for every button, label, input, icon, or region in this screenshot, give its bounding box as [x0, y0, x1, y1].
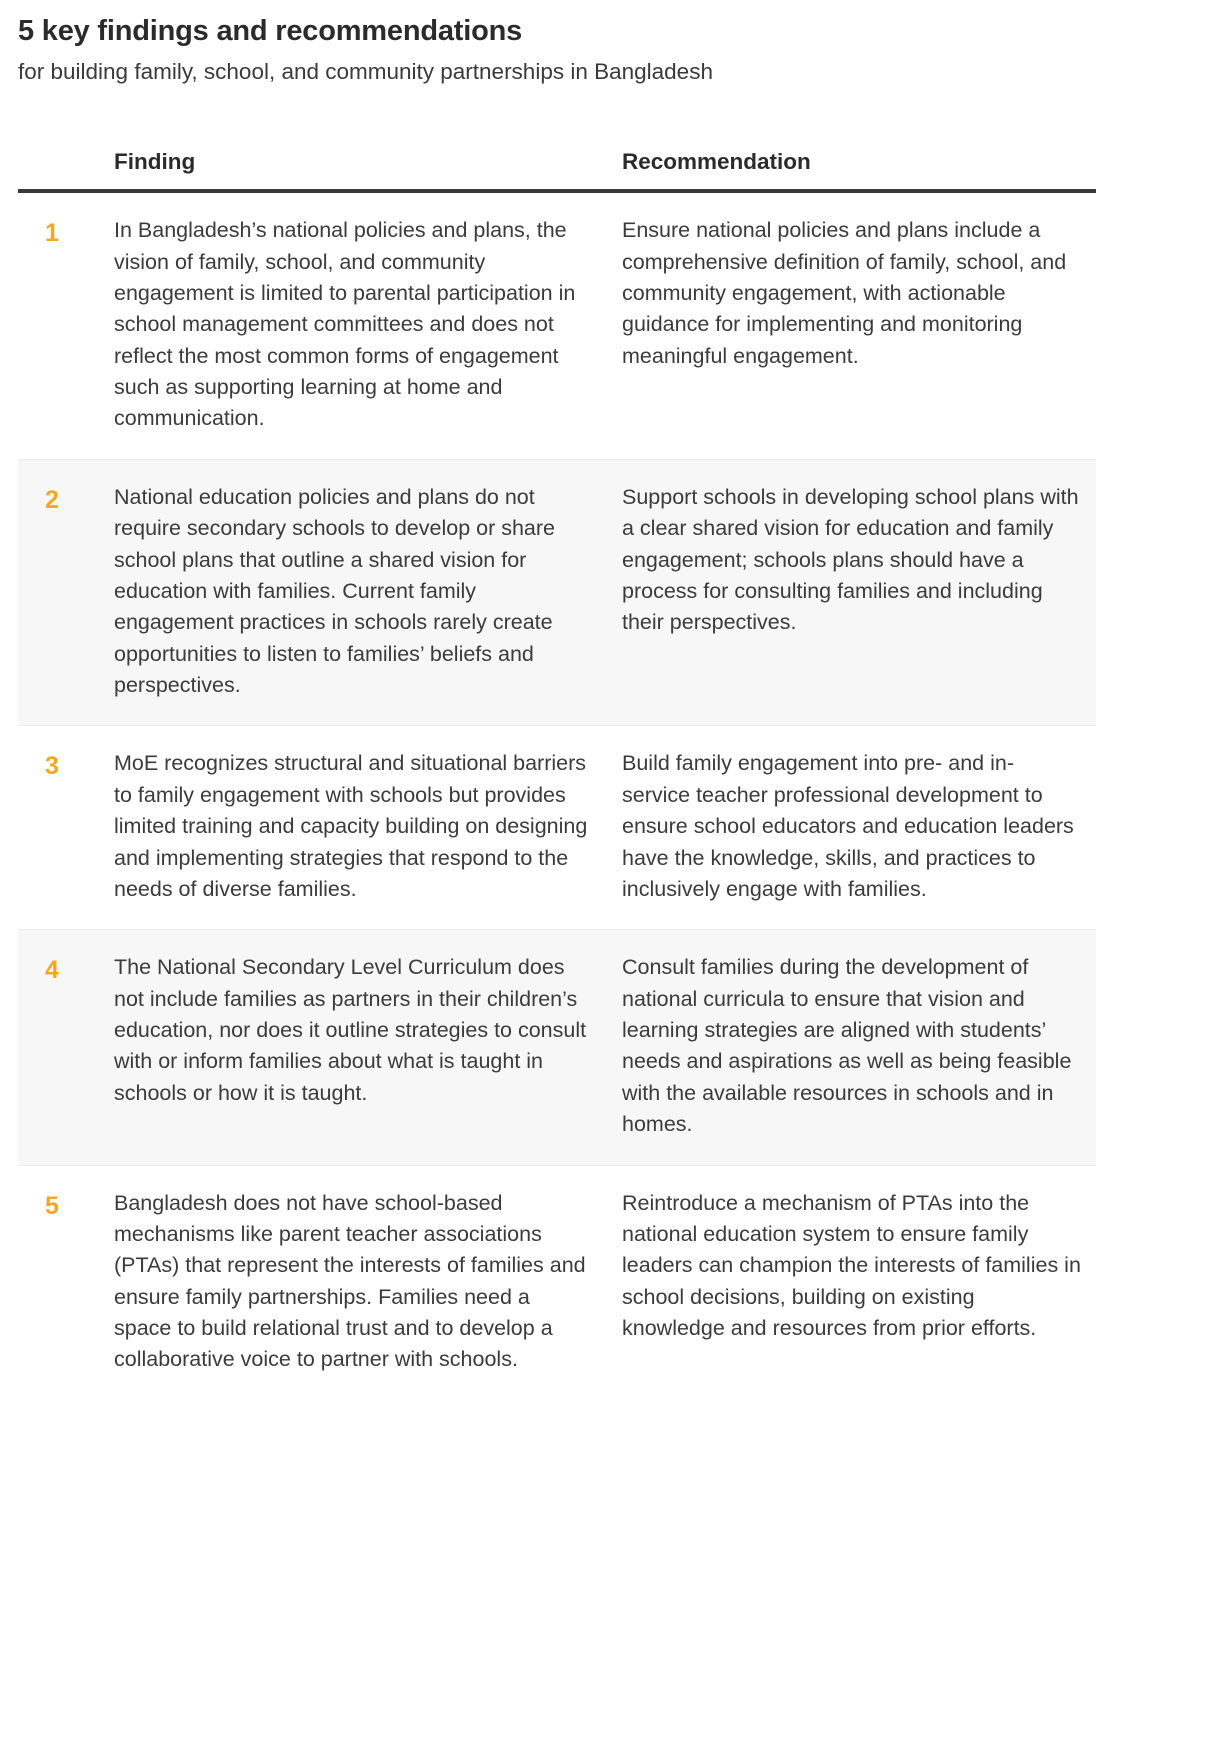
table-row	[18, 930, 1096, 1165]
finding-text: Bangladesh does not have school-based mechanisms like parent teacher associations (PTAs) that represent the interests of families and ensure family partnerships. Families need a space to build relational trust and to develop a collaborative voice to partner with schools.	[114, 1190, 586, 1372]
table-header	[18, 149, 1096, 193]
recommendation-text: Build family engagement into pre- and in-service teacher professional development to ensure school educators and education leaders have the knowledge, skills, and practices to inclusively engage with families.	[622, 751, 1074, 901]
page-title: 5 key findings and recommendations	[18, 15, 523, 47]
table-row	[18, 459, 1096, 726]
recommendation-text: Ensure national policies and plans include a comprehensive definition of family, school, and community engagement, with actionable guidance for implementing and monitoring meaningful engagement.	[622, 218, 1067, 368]
findings-recommendations-table	[18, 149, 1096, 1406]
column-header-recommendation: Recommendation	[622, 149, 811, 175]
finding-text: National education policies and plans do not require secondary schools to develop or share school plans that outline a shared vision for education with families. Current family engagement practices in schools rarely create opportunities to listen to families’ beliefs and perspectives.	[110, 459, 618, 726]
table-row	[18, 726, 1096, 930]
table-body	[18, 193, 1096, 1406]
table-row	[18, 193, 1096, 459]
row-number: 2	[18, 459, 110, 726]
row-number: 1	[45, 219, 59, 248]
recommendation-text: Consult families during the development of national curricula to ensure that vision and learning strategies are aligned with students’ needs and aspirations as well as being feasible with the available resources in schools and in homes.	[618, 930, 1096, 1165]
row-number: 4	[18, 930, 110, 1165]
row-number: 3	[45, 752, 59, 781]
findings-table-wrapper	[18, 149, 1202, 1406]
column-header-number	[18, 149, 110, 189]
table-header-row	[18, 149, 1096, 189]
finding-text: In Bangladesh’s national policies and plans, the vision of family, school, and community engagement is limited to parental participation in school management committees and does not reflect the most common forms of engagement such as supporting learning at home and communication.	[114, 218, 576, 431]
finding-text: The National Secondary Level Curriculum does not include families as partners in their children’s education, nor does it outline strategies to consult with or inform families about what is taught in schools or how it is taught.	[110, 930, 618, 1165]
column-header-finding: Finding	[114, 149, 196, 175]
page-subtitle: for building family, school, and community partnerships in Bangladesh	[18, 59, 713, 85]
row-number: 5	[45, 1191, 59, 1220]
recommendation-text: Support schools in developing school plans with a clear shared vision for education and family engagement; schools plans should have a process for consulting families and including their perspectives.	[618, 459, 1096, 726]
recommendation-text: Reintroduce a mechanism of PTAs into the national education system to ensure family leaders can champion the interests of families in school decisions, building on existing knowledge and resources from prior efforts.	[622, 1190, 1081, 1341]
finding-text: MoE recognizes structural and situational barriers to family engagement with schools but provides limited training and capacity building on designing and implementing strategies that respond to the needs of diverse families.	[114, 751, 588, 901]
table-row	[18, 1165, 1096, 1406]
